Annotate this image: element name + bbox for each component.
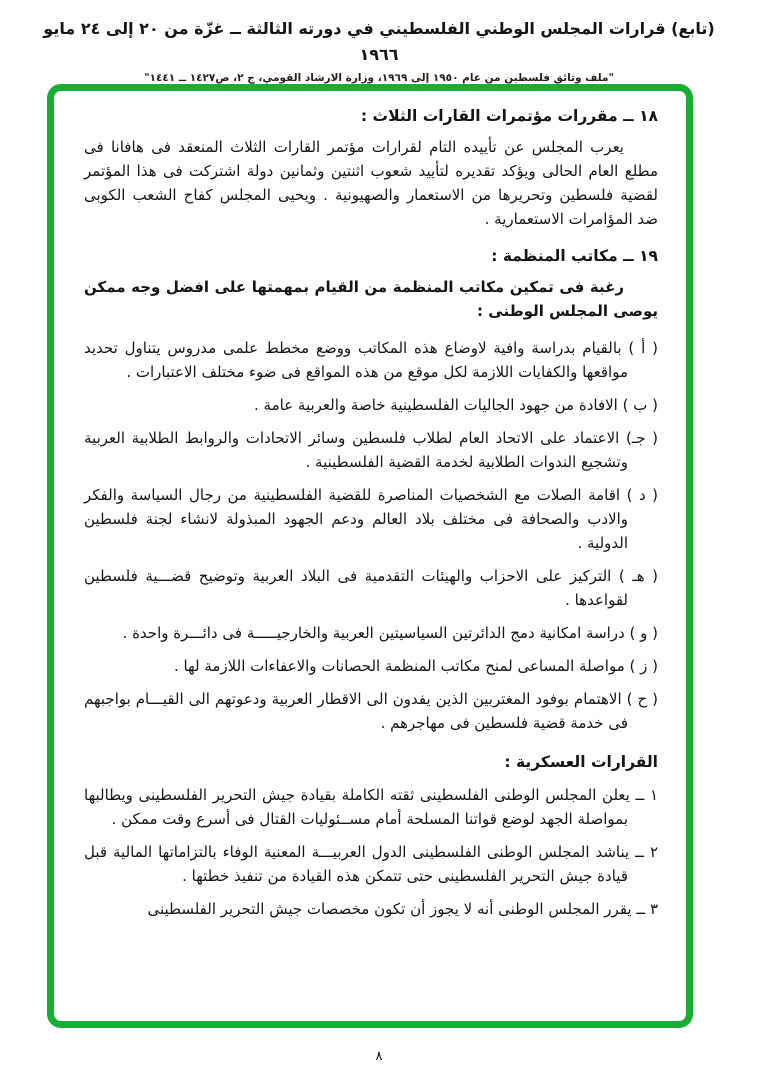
list-item-waw [84,621,658,645]
item-marker: ١ ــ [635,786,658,804]
item-text: دراسة امكانية دمج الدائرتين السياسيتين العربية والخارجيـــــة فى دائـــرة واحدة . [122,624,625,642]
list-item-alif [84,336,658,384]
item-text: الافادة من جهود الجاليات الفلسطينية خاصة والعربية عامة . [254,396,618,414]
item-marker: ٢ ــ [635,843,658,861]
document-title: (تابع) قرارات المجلس الوطني الفلسطيني في دورته الثالثة ــ غزّة من ٢٠ إلى ٢٤ مايو ١٩٦٦ [43,19,715,64]
item-marker: ٣ ــ [636,900,658,918]
section-heading-19: ١٩ ــ مكاتب المنظمة : [491,247,658,265]
list-item-dal [84,483,658,555]
source-citation: "ملف وثائق فلسطين من عام ١٩٥٠ إلى ١٩٦٩، وزارة الارشاد القومي، ج ٢، ص١٤٢٧ ــ ١٤٤١" [144,72,614,84]
item-marker: ( و ) [629,624,658,642]
list-item-zay [84,654,658,678]
military-item-3 [84,897,658,921]
item-marker: ( هـ ) [618,567,659,585]
list-item-ba [84,393,658,417]
item-marker: ( ب ) [622,396,658,414]
military-resolutions-heading: القرارات العسكرية : [504,753,658,771]
item-text: بالقيام بدراسة وافية لاوضاع هذه المكاتب ووضع مخطط علمى مدروس يتناول تحديد مواقعها والكفايات اللازمة لكل موقع من هذه المواقع فى ضوء مختلف الاعتبارات . [84,339,628,381]
item-text: التركيز على الاحزاب والهيئات التقدمية فى البلاد العربية وتوضيح قضـــية فلسطين لقواعدها . [84,567,628,609]
list-item-ha [84,564,658,612]
item-marker: ( ز ) [629,657,658,675]
section-18-paragraph: يعرب المجلس عن تأييده التام لقرارات مؤتمر القارات الثلاث المنعقد فى هافانا فى مطلع العام الحالى ويؤكد تقديره لتأييد شعوب اثنتين وثمانين دولة اشتركت فى هذا المؤتمر لقضية فلسطين وتحريرها من الاستعمار والصهيونية . ويحيى المجلس كفاح الشعب الكوبى ضد المؤامرات الاستعمارية . [84,138,658,228]
item-marker: ( د ) [626,486,658,504]
list-item-jim [84,426,658,474]
military-item-1 [84,783,658,831]
military-item-2 [84,840,658,888]
item-text: يعلن المجلس الوطنى الفلسطينى ثقته الكاملة بقيادة جيش التحرير الفلسطينى ويطالبها بمواصلة الجهد لوضع قواتنا المسلحة أمام مســئوليات القتال فى أسرع وقت ممكن . [84,786,630,828]
item-text: الاعتماد على الاتحاد العام لطلاب فلسطين وسائر الاتحادات والروابط الطلابية العربية وتشجيع الندوات الطلابية لخدمة القضية الفلسطينية . [84,429,628,471]
item-text: يقرر المجلس الوطنى أنه لا يجوز أن تكون مخصصات جيش التحرير الفلسطينى [147,900,632,918]
section-three-continents-conferences [84,104,658,231]
item-text: يناشد المجلس الوطنى الفلسطينى الدول العربيـــة المعنية الوفاء بالتزاماتها المالية قبل قيادة جيش التحرير الفلسطينى حتى تتمكن هذه القيادة من تنفيذ خطتها . [84,843,630,885]
list-item-hha [84,687,658,735]
item-marker: ( جـ) [625,429,659,447]
item-text: مواصلة المساعى لمنح مكاتب المنظمة الحصانات والاعفاءات اللازمة لها . [174,657,625,675]
section-heading-18: ١٨ ــ مقررات مؤتمرات القارات الثلاث : [360,107,658,125]
document-body [84,104,658,921]
section-organization-offices [84,244,658,735]
document-header [30,16,728,84]
section-military-resolutions [84,750,658,921]
item-text: اقامة الصلات مع الشخصيات المناصرة للقضية الفلسطينية من رجال السياسة والفكر والادب والصحافة فى مختلف بلاد العالم ودعم الجهود المبذولة لانشاء لجنة فلسطين الدولية . [84,486,628,552]
item-marker: ( ح ) [626,690,658,708]
item-marker: ( أ ) [628,339,658,357]
section-19-intro: رغبة فى تمكين مكاتب المنظمة من القيام بمهمتها على افضل وجه ممكن يوصى المجلس الوطنى : [84,278,658,320]
item-text: الاهتمام بوفود المغتربين الذين يفدون الى الاقطار العربية ودعوتهم الى القيـــام بواجبهم فى خدمة قضية فلسطين فى مهاجرهم . [84,690,628,732]
page-number: ٨ [375,1049,383,1064]
green-border-frame [47,84,693,1028]
